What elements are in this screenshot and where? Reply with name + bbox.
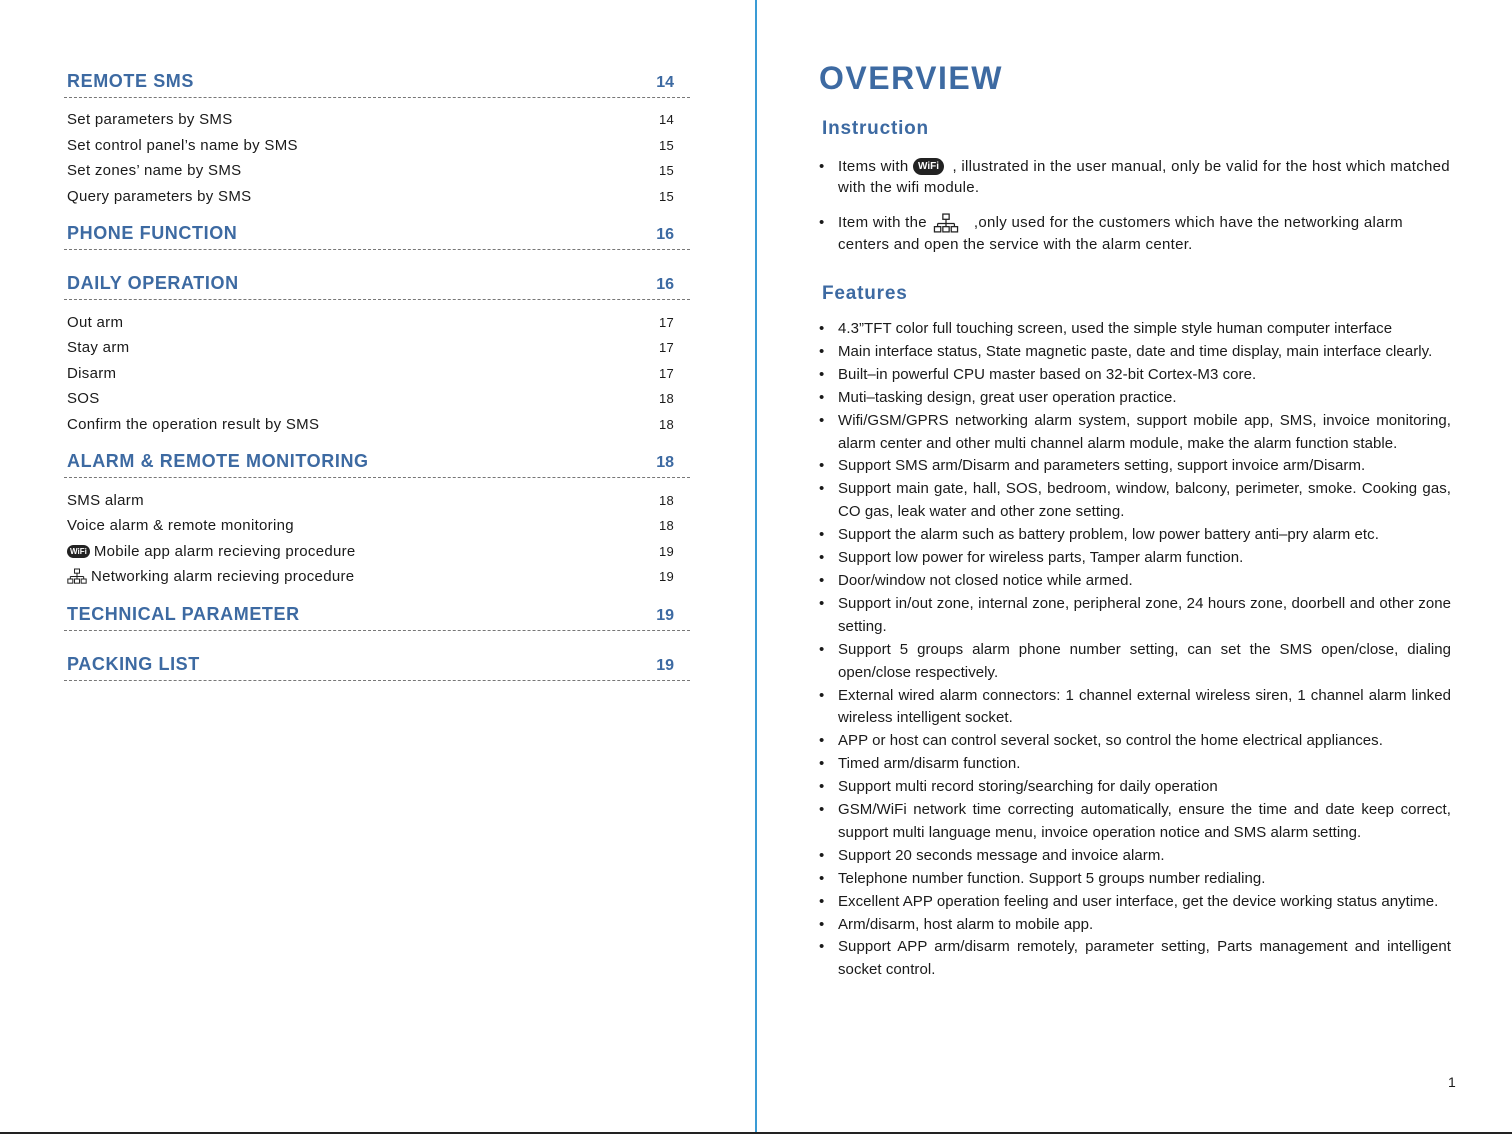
toc-section-heading[interactable] — [64, 599, 690, 631]
toc-item-page: 17 — [658, 340, 674, 356]
list-item — [819, 318, 1451, 341]
wifi-icon: WiFi — [67, 545, 90, 558]
feature-text: Wifi/GSM/GPRS networking alarm system, support mobile app, SMS, invoice monitoring, alarm center and other multi channel alarm module, make the alarm function stable. — [838, 411, 1451, 452]
list-item — [819, 547, 1451, 570]
page-number: 1 — [1448, 1074, 1456, 1090]
toc-item-label: SOS — [67, 390, 100, 408]
toc-item-label: Query parameters by SMS — [67, 188, 252, 206]
feature-text: Built–in powerful CPU master based on 32-bit Cortex-M3 core. — [838, 365, 1257, 383]
list-item — [819, 455, 1451, 478]
bullet: • — [819, 526, 825, 544]
toc-section-heading[interactable] — [64, 268, 690, 300]
bullet: • — [819, 214, 825, 231]
overview-page — [757, 0, 1512, 1134]
bullet: • — [819, 365, 825, 383]
toc-item[interactable] — [64, 386, 690, 412]
toc-section-title: DAILY OPERATION — [67, 273, 239, 294]
toc-item[interactable] — [64, 539, 690, 565]
list-item — [819, 478, 1451, 524]
bullet: • — [819, 915, 825, 933]
toc-item-page: 18 — [658, 492, 674, 508]
toc-item[interactable] — [64, 133, 690, 159]
bullet: • — [819, 342, 825, 360]
toc-item-label: Voice alarm & remote monitoring — [67, 517, 294, 535]
toc-item-page: 18 — [658, 391, 674, 407]
feature-text: Excellent APP operation feeling and user interface, get the device working status anytime. — [838, 892, 1439, 910]
feature-text: Support 5 groups alarm phone number setting, can set the SMS open/close, dialing open/close respectively. — [838, 640, 1451, 681]
toc-item-label: Stay arm — [67, 339, 130, 357]
toc-section-page: 16 — [656, 276, 674, 294]
toc-item-page: 15 — [658, 163, 674, 179]
list-item — [819, 891, 1451, 914]
toc-item-page: 15 — [658, 189, 674, 205]
list-item — [819, 936, 1451, 982]
bullet: • — [819, 846, 825, 864]
toc-item-page: 14 — [658, 112, 674, 128]
instruction-text: ,only used for the customers which have the networking alarm centers and open the service with the alarm center. — [838, 214, 1403, 253]
bullet: • — [819, 732, 825, 750]
list-item — [819, 914, 1451, 937]
feature-text: Main interface status, State magnetic paste, date and time display, main interface clearly. — [838, 342, 1433, 360]
feature-text: Muti–tasking design, great user operation practice. — [838, 388, 1177, 406]
instruction-text: Items with — [838, 158, 909, 175]
toc-section-title: ALARM & REMOTE MONITORING — [67, 451, 369, 472]
bullet: • — [819, 869, 825, 887]
toc-section-page: 14 — [656, 74, 674, 91]
bullet: • — [819, 778, 825, 796]
toc-items — [64, 478, 690, 589]
toc-item-label: Set control panel’s name by SMS — [67, 136, 298, 154]
toc-section-title: TECHNICAL PARAMETER — [67, 603, 300, 624]
bullet: • — [819, 801, 825, 819]
features-list — [819, 318, 1451, 982]
list-item — [819, 868, 1451, 891]
toc-item[interactable] — [64, 309, 690, 335]
toc-section-title: REMOTE SMS — [67, 71, 195, 91]
list-item — [819, 387, 1451, 410]
toc-item[interactable] — [64, 184, 690, 210]
feature-text: Support low power for wireless parts, Tamper alarm function. — [838, 549, 1244, 567]
toc-section-heading[interactable] — [64, 649, 690, 681]
table-of-contents — [64, 66, 690, 681]
bullet: • — [819, 594, 825, 612]
feature-text: Support multi record storing/searching for daily operation — [838, 778, 1218, 796]
feature-text: Support APP arm/disarm remotely, parameter setting, Parts management and intelligent socket control. — [838, 938, 1451, 979]
feature-text: GSM/WiFi network time correcting automatically, ensure the time and date keep correct, support multi language menu, invoice operation notice and SMS alarm setting. — [838, 801, 1451, 841]
instruction-heading: Instruction — [822, 118, 929, 139]
instruction-text: , illustrated in the user manual, only be valid for the host which matched with the wifi module. — [838, 158, 1450, 196]
bullet: • — [819, 388, 825, 406]
bullet: • — [819, 892, 825, 910]
feature-text: Arm/disarm, host alarm to mobile app. — [838, 915, 1094, 933]
toc-item[interactable] — [64, 564, 690, 590]
feature-text: APP or host can control several socket, so control the home electrical appliances. — [838, 732, 1383, 750]
toc-section-page: 19 — [656, 656, 674, 674]
list-item — [819, 799, 1451, 845]
bullet: • — [819, 411, 825, 429]
list-item — [819, 730, 1451, 753]
toc-section-title: PHONE FUNCTION — [67, 223, 238, 244]
bullet: • — [819, 320, 825, 337]
toc-item[interactable] — [64, 158, 690, 184]
toc-items — [64, 98, 690, 209]
toc-item[interactable] — [64, 335, 690, 361]
toc-items — [64, 300, 690, 437]
toc-item-page: 17 — [658, 314, 674, 330]
feature-text: Door/window not closed notice while armed. — [838, 571, 1133, 589]
list-item — [819, 364, 1451, 387]
feature-text: 4.3”TFT color full touching screen, used the simple style human computer interface — [838, 320, 1393, 337]
bullet: • — [819, 549, 825, 567]
toc-section-page: 19 — [656, 606, 674, 624]
list-item — [819, 753, 1451, 776]
list-item — [819, 776, 1451, 799]
toc-item-label: Set zones’ name by SMS — [67, 162, 242, 180]
instruction-note-network — [819, 212, 1451, 255]
feature-text: Telephone number function. Support 5 groups number redialing. — [838, 869, 1266, 887]
toc-item[interactable] — [64, 412, 690, 438]
bullet: • — [819, 938, 825, 956]
toc-item-label: Confirm the operation result by SMS — [67, 416, 320, 434]
toc-item-page: 18 — [658, 417, 674, 433]
list-item — [819, 593, 1451, 639]
toc-item-label: Out arm — [67, 313, 124, 331]
feature-text: Support main gate, hall, SOS, bedroom, window, balcony, perimeter, smoke. Cooking gas, CO gas, leak water and other zone setting. — [838, 480, 1451, 521]
feature-text: Support the alarm such as battery problem, low power battery anti–pry alarm etc. — [838, 526, 1379, 544]
toc-section-heading[interactable] — [64, 66, 690, 98]
toc-item[interactable] — [64, 513, 690, 539]
bullet: • — [819, 571, 825, 589]
toc-item-page: 18 — [658, 518, 674, 534]
toc-item[interactable] — [64, 361, 690, 387]
toc-section-heading[interactable] — [64, 218, 690, 250]
bullet: • — [819, 640, 825, 658]
network-icon — [933, 213, 959, 234]
feature-text: Support SMS arm/Disarm and parameters setting, support invoice arm/Disarm. — [838, 457, 1366, 475]
toc-item-page: 19 — [658, 569, 674, 585]
toc-item[interactable] — [64, 107, 690, 133]
toc-item-label: Set parameters by SMS — [67, 111, 233, 129]
feature-text: External wired alarm connectors: 1 channel external wireless siren, 1 channel alarm linked wireless intelligent socket. — [838, 686, 1451, 727]
feature-text: Timed arm/disarm function. — [838, 755, 1021, 773]
toc-section-title: PACKING LIST — [67, 653, 200, 674]
toc-section-heading[interactable] — [64, 446, 690, 478]
bullet: • — [819, 480, 825, 498]
toc-section-page: 18 — [656, 454, 674, 472]
feature-text: Support 20 seconds message and invoice alarm. — [838, 846, 1165, 864]
toc-item-page: 19 — [658, 543, 674, 559]
features-heading: Features — [822, 283, 908, 304]
list-item — [819, 570, 1451, 593]
feature-text: Support in/out zone, internal zone, peripheral zone, 24 hours zone, doorbell and other zone setting. — [838, 594, 1451, 635]
list-item — [819, 410, 1451, 456]
toc-item-label: Disarm — [67, 364, 117, 382]
list-item — [819, 639, 1451, 685]
toc-item-page: 15 — [658, 137, 674, 153]
toc-item-label: Networking alarm recieving procedure — [91, 568, 355, 586]
bullet: • — [819, 457, 825, 475]
bullet: • — [819, 158, 825, 175]
instruction-note-wifi — [819, 156, 1451, 198]
toc-item-label: Mobile app alarm recieving procedure — [93, 542, 356, 560]
list-item — [819, 524, 1451, 547]
wifi-icon: WiFi — [913, 158, 944, 175]
toc-item-page: 17 — [658, 365, 674, 381]
page-title: OVERVIEW — [819, 60, 1003, 96]
list-item — [819, 685, 1451, 731]
list-item — [819, 845, 1451, 868]
bullet: • — [819, 686, 825, 704]
toc-item-label: SMS alarm — [67, 491, 144, 509]
instruction-text: Item with the — [838, 214, 927, 231]
list-item — [819, 341, 1451, 364]
toc-section-page: 16 — [656, 226, 674, 244]
toc-item[interactable] — [64, 487, 690, 513]
network-icon — [67, 568, 87, 585]
bullet: • — [819, 755, 825, 773]
